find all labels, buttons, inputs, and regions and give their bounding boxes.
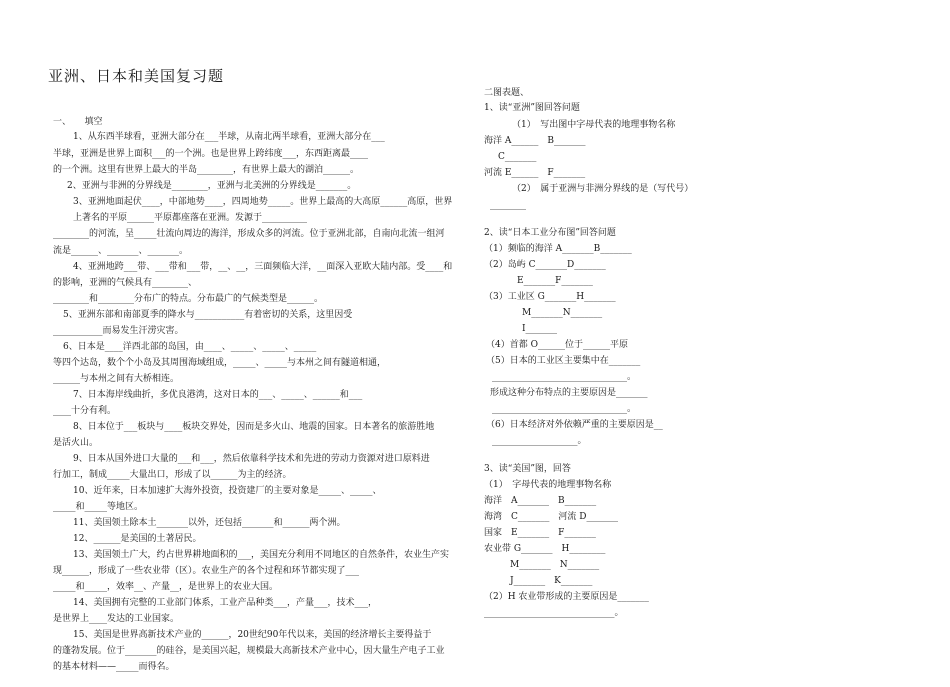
left-text-line: 半球，亚洲是世界上面积___的一个洲。也是世界上跨纬度___，东西距离最____ [53,149,369,159]
left-text-line: 是活火山。 [53,438,99,448]
left-text-line: 4、亚洲地跨___带、___带和___带，__、__，三面频临大洋，__面深入亚欧大陆内部。受____和 [73,262,453,272]
right-text-line: ______________________________。 [492,372,637,382]
right-text-line: 1、读“亚洲”图回答问题 [484,103,580,113]
left-text-line: 的蓬勃发展。位于_______的硅谷，是美国兴起，规模最大高新技术产业中心，因大量生产电子工业 [53,646,445,656]
left-text-line: ________和________分布广的特点。分布最广的气候类型是______。 [53,294,324,304]
left-text-line: 15、美国是世界高新技术产业的______，20世纪90年代以来，美国的经济增长主要得益于 [73,630,432,640]
left-text-line: 11、美国领土除本土_______以外，还包括_______和______两个洲。 [73,518,346,528]
right-text-line: _____________________________。 [484,608,624,618]
right-text-line: 3、读“美国”图，回答 [484,464,571,474]
left-text-line: 流是______、_______、_______。 [53,246,189,256]
left-text-line: 2、亚洲与非洲的分界线是________，亚洲与北美洲的分界线是_______。 [67,181,357,191]
left-text-line: 10、近年来，日本加速扩大海外投资，投资建厂的主要对象是_____、_____、 [73,486,382,496]
left-text-line: 12、______是美国的土著居民。 [73,534,202,544]
right-text-line: （1）频临的海洋 A_______B_______ [484,244,632,254]
left-text-line: 8、日本位于___板块与____板块交界处，因而是多火山、地震的国家。日本著名的旅游胜地 [73,422,435,432]
left-text-line: 是世界上____发达的工业国家。 [53,614,180,624]
right-text-line: ________ [490,200,526,210]
right-text-line: 河流 E______ F_______ [484,168,586,178]
left-text-line: 3、亚洲地面起伏____，中部地势____，四周地势_____。世界上最高的大高原______高原，世界 [73,197,453,207]
right-text-line: （6）日本经济对外依赖严重的主要原因是__ [486,420,663,430]
left-text-line: 7、日本海岸线曲折，多优良港湾，这对日本的___、_____、______和___ [73,390,363,400]
right-text-line: I_______ [522,324,558,334]
left-text-line: 一、 填空 [53,117,103,127]
left-text-line: 9、日本从国外进口大量的___和___，然后依靠科学技术和先进的劳动力资源对进口原料进 [73,454,430,464]
left-text-line: _____和_____，效率__、产量__，是世界上的农业大国。 [53,582,279,592]
right-text-line: （5）日本的工业区主要集中在_______ [486,356,641,366]
left-text-line: _____和_____等地区。 [53,502,144,512]
left-text-line: 的影响，亚洲的气候具有________、 [53,278,198,288]
right-text-line: 海洋 A______ B_______ [484,136,586,146]
left-text-line: 1、从东西半球看，亚洲大部分在___半球，从南北两半球看，亚洲大部分在___ [73,132,385,142]
left-text-line: 现______，形成了一些农业带（区）。农业生产的各个过程和环节都实现了___ [53,566,360,576]
right-text-line: （1） 写出图中字母代表的地理事物名称 [512,120,676,130]
right-text-line: 海洋 A_______ B_______ [484,496,597,506]
left-text-line: 的基本材料——_____而得名。 [53,662,175,672]
right-text-line: 形成这种分布特点的主要原因是_______ [490,388,648,398]
right-text-line: M_______N_______ [522,308,603,318]
right-text-line: 2、读“日本工业分布图”回答问题 [484,228,616,238]
right-text-line: 海湾 C_______ 河流 D_______ [484,512,618,522]
right-text-line: 国家 E_______ F_______ [484,528,596,538]
page-title: 亚洲、日本和美国复习题 [48,67,225,85]
right-text-line: ___________________。 [492,436,587,446]
right-text-line: E_______F_______ [517,276,593,286]
right-text-line: M_______ N_______ [510,560,600,570]
left-text-line: 上著名的平原______平原都座落在亚洲。发源于__________ [73,213,308,223]
right-text-line: （2）H 农业带形成的主要原因是_______ [484,592,649,602]
right-text-line: 农业带 G_______ H________ [484,544,606,554]
right-text-line: ______________________________。 [492,404,637,414]
left-text-line: ___________而易发生汗涝灾害。 [53,326,184,336]
right-text-line: （2）岛屿 C_______D_______ [484,260,606,270]
left-text-line: 5、亚洲东部和南部夏季的降水与___________有着密切的关系，这里因受 [63,310,353,320]
right-text-line: （1） 字母代表的地理事物名称 [484,480,612,490]
right-text-line: 二图表题、 [484,88,530,98]
left-text-line: ______与本州之间有大桥相连。 [53,374,180,384]
right-text-line: （3）工业区 G_______H_______ [484,292,616,302]
left-text-line: 行加工，制成_____大量出口，形成了以______为主的经济。 [53,470,292,480]
left-text-line: 的一个洲。这里有世界上最大的半岛________，有世界上最大的湖泊______。 [53,165,360,175]
left-text-line: ____十分有利。 [53,406,117,416]
left-text-line: 6、日本是____洋西北部的岛国，由____、_____、_____、_____ [63,342,317,352]
right-text-line: （4）首都 O______位于______平原 [486,340,628,350]
right-text-line: J_______ K_______ [510,576,593,586]
left-text-line: ________的河流，呈_____壮流向周边的海洋，形成众多的河流。位于亚洲北部，自南向北流一组河 [53,229,445,239]
right-text-line: （2） 属于亚洲与非洲分界线的是（写代号） [512,184,694,194]
left-text-line: 14、美国拥有完整的工业部门体系，工业产品种类___，产量___，技术___， [73,598,377,608]
left-text-line: 等四个达岛，数个个小岛及其周围海域组成，_____、_____与本州之间有隧道相通， [53,358,387,368]
left-text-line: 13、美国领土广大，约占世界耕地面积的___，美国充分利用不同地区的自然条件，农业生产实 [73,550,449,560]
right-text-line: C_______ [498,152,537,162]
